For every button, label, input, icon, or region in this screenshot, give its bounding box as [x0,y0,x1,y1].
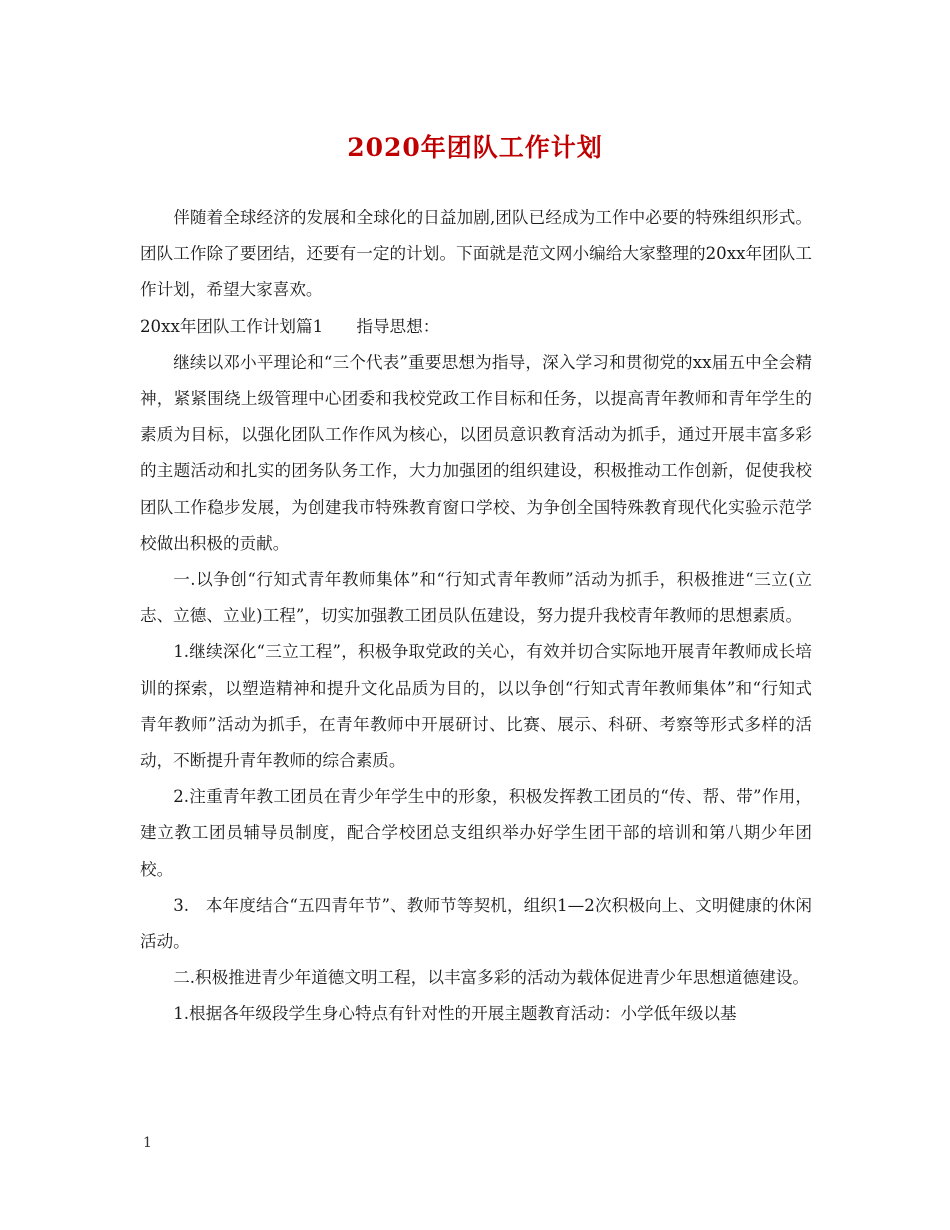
document-body [140,200,812,1033]
guiding-ideology-paragraph: 继续以邓小平理论和“三个代表”重要思想为指导，深入学习和贯彻党的xx届五中全会精神，紧紧围绕上级管理中心团委和我校党政工作目标和任务，以提高青年教师和青年学生的素质为目标，以强化团队工作作风为核心，以团员意识教育活动为抓手，通过开展丰富多彩的主题活动和扎实的团务队务工作，大力加强团的组织建设，积极推动工作创新，促使我校团队工作稳步发展，为创建我市特殊教育窗口学校、为争创全国特殊教育现代化实验示范学校做出积极的贡献。 [140,352,812,553]
section-heading: 20xx年团队工作计划篇1 指导思想： [140,316,440,336]
item-3-paragraph: 3. 本年度结合“五四青年节”、教师节等契机，组织1—2次积极向上、文明健康的休闲活动。 [140,895,812,952]
page-number: 1 [143,1135,152,1151]
intro-paragraph: 伴随着全球经济的发展和全球化的日益加剧,团队已经成为工作中必要的特殊组织形式。团队工作除了要团结，还要有一定的计划。下面就是范文网小编给大家整理的20xx年团队工作计划，希望大家喜欢。 [140,208,812,300]
section-one-paragraph: 一.以争创“行知式青年教师集体”和“行知式青年教师”活动为抓手，积极推进“三立(立志、立德、立业)工程”，切实加强教工团员队伍建设，努力提升我校青年教师的思想素质。 [140,570,812,626]
item-1-paragraph: 1.继续深化“三立工程”，积极争取党政的关心，有效并切合实际地开展青年教师成长培训的探索，以塑造精神和提升文化品质为目的，以以争创“行知式青年教师集体”和“行知式青年教师”活动为抓手，在青年教师中开展研讨、比赛、展示、科研、考察等形式多样的活动，不断提升青年教师的综合素质。 [140,642,812,771]
document-title: 2020年团队工作计划 [347,133,603,162]
section-two-paragraph: 二.积极推进青少年道德文明工程，以丰富多彩的活动为载体促进青少年思想道德建设。 [173,968,810,988]
section-two-item-1-paragraph: 1.根据各年级段学生身心特点有针对性的开展主题教育活动：小学低年级以基 [173,1004,737,1024]
item-2-paragraph: 2.注重青年教工团员在青少年学生中的形象，积极发挥教工团员的“传、帮、带”作用，建立教工团员辅导员制度，配合学校团总支组织举办好学生团干部的培训和第八期少年团校。 [140,787,812,879]
